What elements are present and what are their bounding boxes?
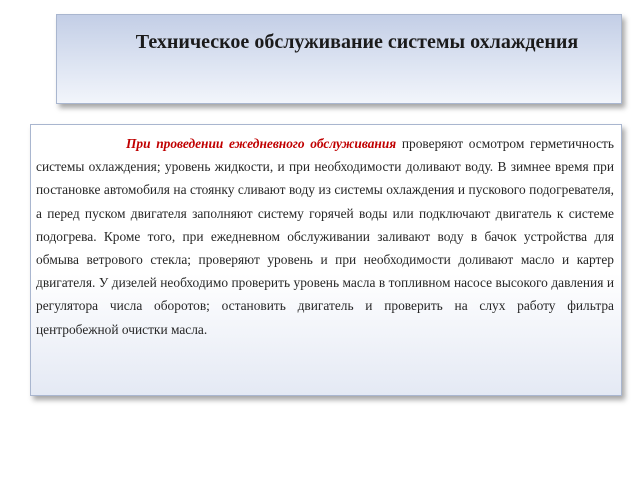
slide-title-box xyxy=(56,14,622,104)
body-lead-phrase: При проведении ежедневного обслуживания xyxy=(126,136,397,151)
slide-body-box xyxy=(30,124,622,396)
body-paragraph xyxy=(36,132,614,341)
body-text: проверяют осмотром герметичность системы охлаждения; уровень жидкости, и при необходимости доливают воду. В зимнее время при постановке автомобиля на стоянку сливают воду из системы охлаждения и пускового подогревателя, а перед пуском двигателя заполняют систему горячей воды или подключают двигатель к системе подогрева. Кроме того, при ежедневном обслуживании заливают воду в бачок устройства для обмыва ветрового стекла; проверяют уровень и при необходимости доливают масло и картер двигателя. У дизелей необходимо проверить уровень масла в топливном насосе высокого давления и регулятора числа оборотов; остановить двигатель и проверить на слух работу фильтра центробежной очистки масла. xyxy=(36,136,614,337)
slide-title: Техническое обслуживание системы охлаждения xyxy=(135,31,579,53)
